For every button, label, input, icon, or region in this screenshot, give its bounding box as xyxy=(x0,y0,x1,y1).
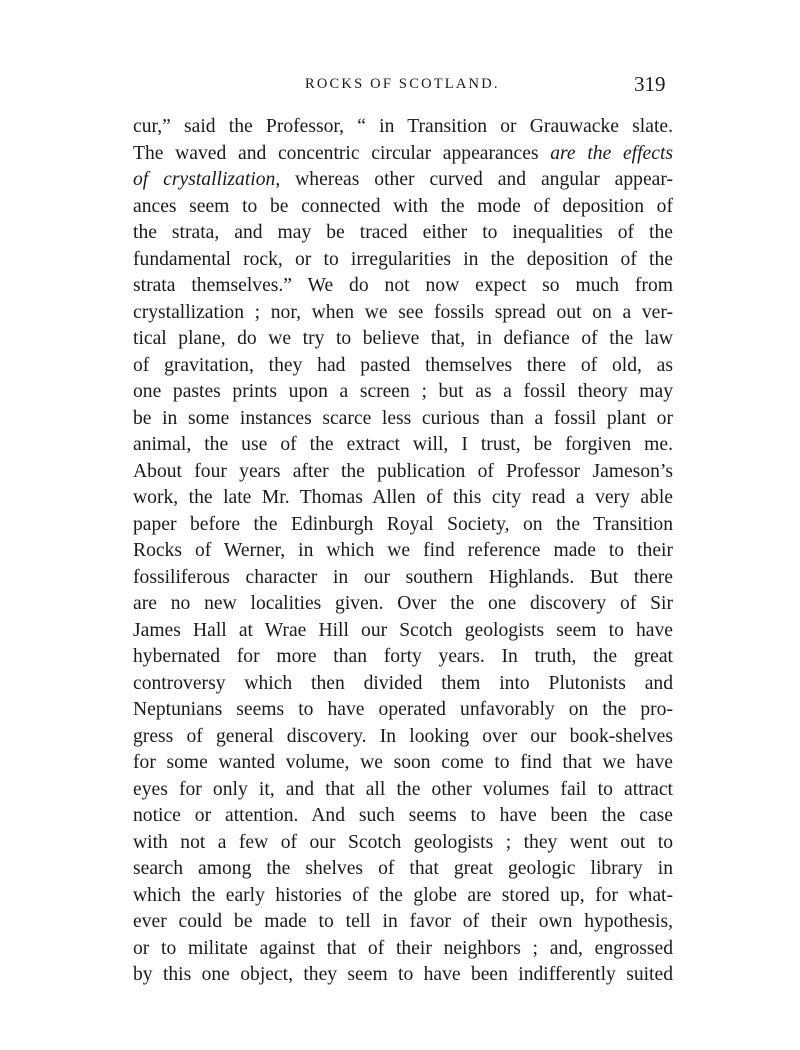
text-run: notice or attention. And such seems to have been the case xyxy=(133,805,673,826)
text-run: be in some instances scarce less curious than a fossil plant or xyxy=(133,407,673,429)
text-run: James Hall at Wrae Hill our Scotch geologists seem to have xyxy=(133,619,673,641)
body-text xyxy=(133,114,673,989)
text-run: The waved and concentric circular appearances xyxy=(133,142,551,164)
text-run: gress of general discovery. In looking over our book-shelves xyxy=(133,725,673,747)
text-run: ances seem to be connected with the mode of deposition of xyxy=(133,195,673,217)
text-line xyxy=(133,697,673,724)
text-line xyxy=(133,141,673,168)
text-line xyxy=(133,618,673,645)
text-run: with not a few of our Scotch geologists ; they went out to xyxy=(133,831,673,853)
text-line xyxy=(133,565,673,592)
text-line xyxy=(133,591,673,618)
text-run: controversy which then divided them into Plutonists and xyxy=(133,672,673,694)
text-line xyxy=(133,273,673,300)
text-run: or to militate against that of their neighbors ; and, engrossed xyxy=(133,937,673,959)
text-line xyxy=(133,326,673,353)
text-run: for some wanted volume, we soon come to find that we have xyxy=(133,752,673,773)
text-run: one pastes prints upon a screen ; but as a fossil theory may xyxy=(133,381,673,402)
running-title: ROCKS OF SCOTLAND. xyxy=(305,76,500,92)
text-line xyxy=(133,432,673,459)
text-run: About four years after the publication of Professor Jameson’s xyxy=(133,460,673,482)
text-run: which the early histories of the globe are stored up, for what- xyxy=(133,884,673,906)
text-line xyxy=(133,353,673,380)
text-line xyxy=(133,220,673,247)
italic-run: of crystallization xyxy=(133,169,276,190)
text-line xyxy=(133,750,673,777)
text-line xyxy=(133,406,673,433)
text-line xyxy=(133,247,673,274)
text-line xyxy=(133,856,673,883)
text-line xyxy=(133,459,673,486)
text-run: animal, the use of the extract will, I trust, be forgiven me. xyxy=(133,434,673,455)
text-run: are no new localities given. Over the one discovery of Sir xyxy=(133,593,673,614)
text-run: by this one object, they seem to have been indifferently suited xyxy=(133,964,673,985)
italic-run: are the effects xyxy=(550,142,674,164)
text-line xyxy=(133,512,673,539)
text-run: Rocks of Werner, in which we find reference made to their xyxy=(133,540,673,561)
text-line xyxy=(133,830,673,857)
text-run: cur,” said the Professor, “ in Transition or Grauwacke slate. xyxy=(133,116,673,137)
text-run: eyes for only it, and that all the other volumes fail to attract xyxy=(133,778,673,800)
text-line xyxy=(133,936,673,963)
text-run: tical plane, do we try to believe that, in defiance of the law xyxy=(133,328,673,349)
text-run: search among the shelves of that great geologic library in xyxy=(133,858,673,879)
text-line xyxy=(133,962,673,989)
text-line xyxy=(133,194,673,221)
text-line xyxy=(133,777,673,804)
text-run: strata themselves.” We do not now expect so much from xyxy=(133,275,673,296)
text-line xyxy=(133,167,673,194)
text-run: , whereas other curved and angular appear- xyxy=(275,169,673,190)
text-line xyxy=(133,671,673,698)
text-line xyxy=(133,485,673,512)
text-run: Neptunians seems to have operated unfavorably on the pro- xyxy=(133,699,673,720)
text-line xyxy=(133,644,673,671)
text-run: ever could be made to tell in favor of their own hypothesis, xyxy=(133,911,673,932)
text-run: work, the late Mr. Thomas Allen of this city read a very able xyxy=(133,487,673,508)
text-run: the strata, and may be traced either to inequalities of the xyxy=(133,222,673,243)
text-line xyxy=(133,883,673,910)
page-number: 319 xyxy=(634,72,666,96)
text-line xyxy=(133,379,673,406)
text-run: hybernated for more than forty years. In truth, the great xyxy=(133,646,673,667)
running-head xyxy=(0,70,800,100)
text-line xyxy=(133,724,673,751)
text-line xyxy=(133,909,673,936)
text-run: crystallization ; nor, when we see fossils spread out on a ver- xyxy=(133,301,673,323)
text-line xyxy=(133,300,673,327)
text-run: of gravitation, they had pasted themselves there of old, as xyxy=(133,354,673,376)
text-run: paper before the Edinburgh Royal Society, on the Transition xyxy=(133,513,673,535)
text-run: fundamental rock, or to irregularities in the deposition of the xyxy=(133,248,673,270)
text-line xyxy=(133,114,673,141)
text-line xyxy=(133,538,673,565)
text-run: fossiliferous character in our southern Highlands. But there xyxy=(133,566,673,588)
text-line xyxy=(133,803,673,830)
